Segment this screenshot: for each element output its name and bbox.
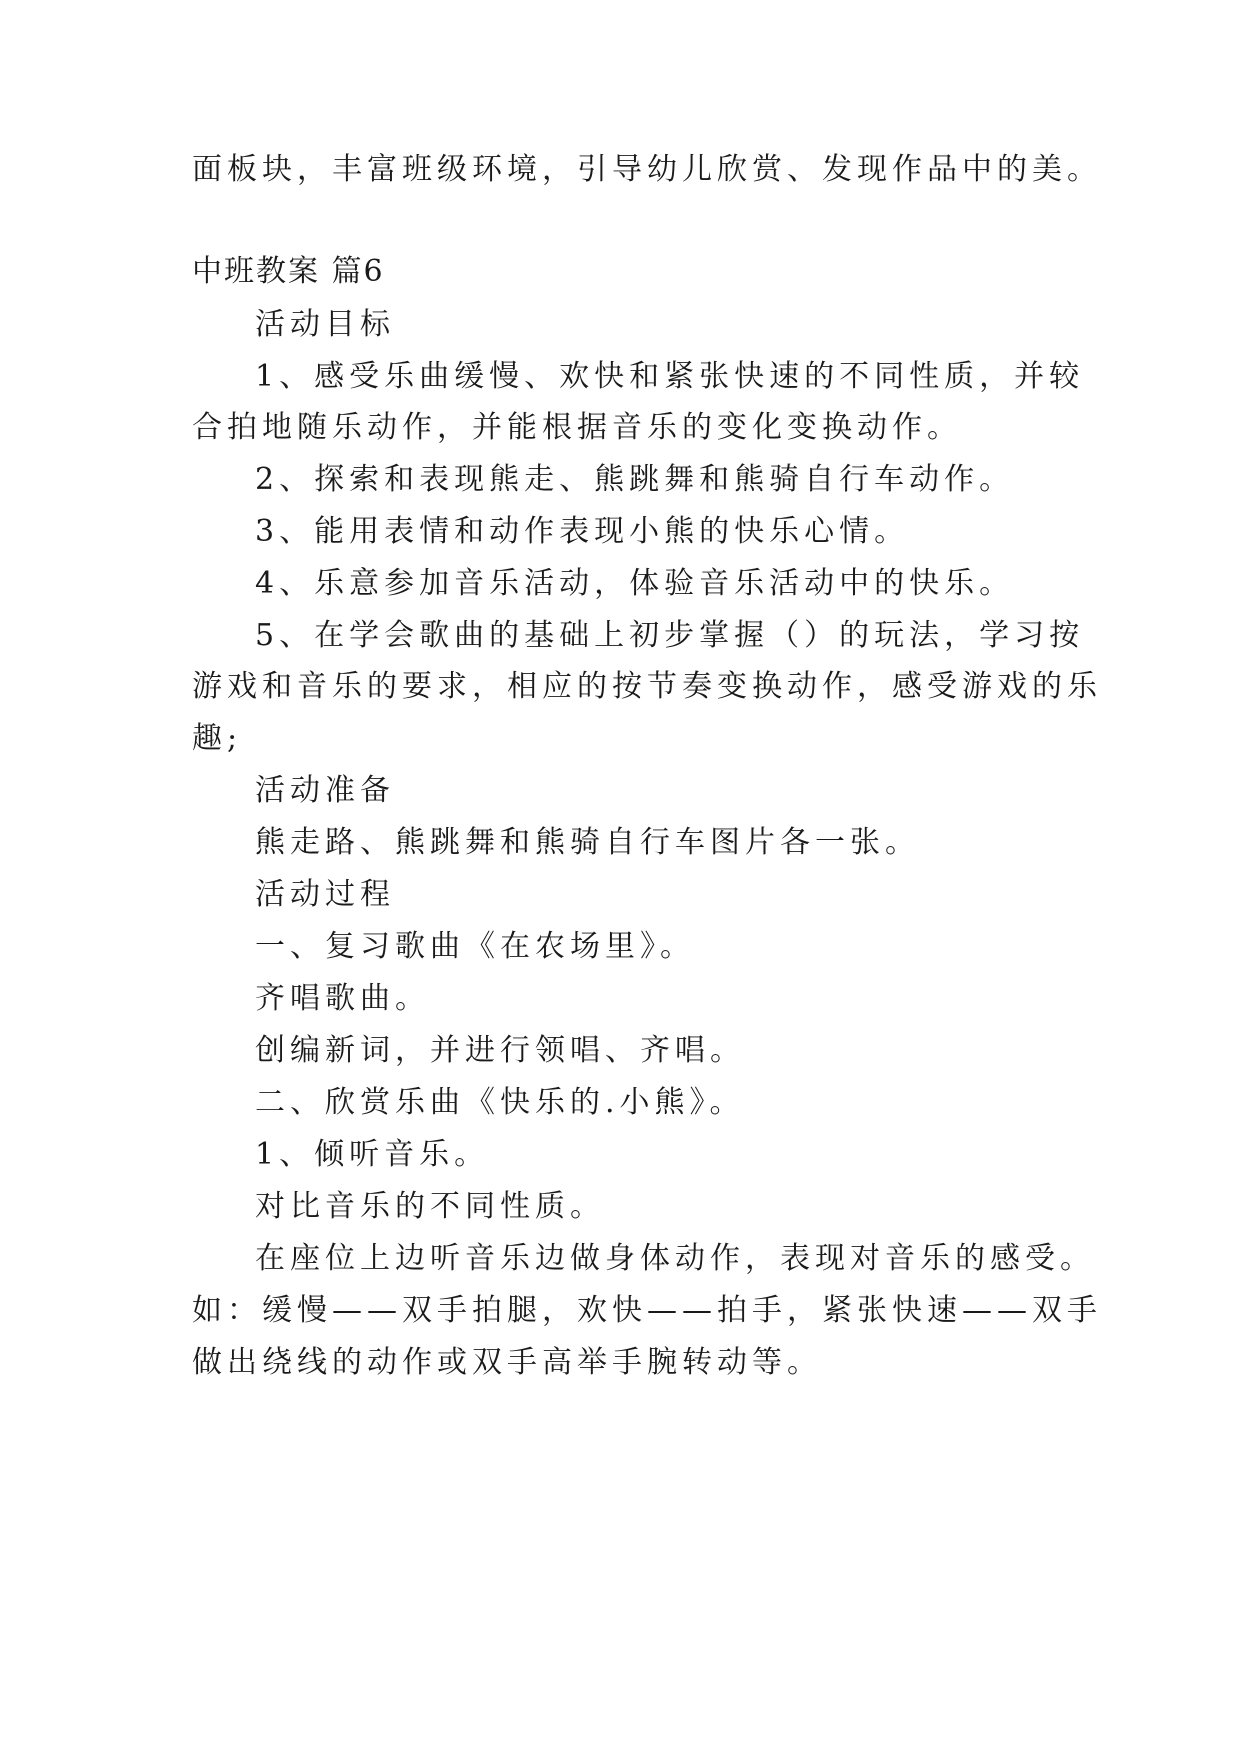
goal-item-5-line-2: 游戏和音乐的要求，相应的按节奏变换动作，感受游戏的乐: [192, 669, 1102, 704]
process-step-2-1-b-line-3: 做出绕线的动作或双手高举手腕转动等。: [192, 1345, 822, 1380]
preparation-text: 熊走路、熊跳舞和熊骑自行车图片各一张。: [255, 825, 920, 860]
process-step-1: 一、复习歌曲《在农场里》。: [255, 929, 695, 964]
process-step-2-1-b-line-1: 在座位上边听音乐边做身体动作，表现对音乐的感受。: [255, 1241, 1095, 1276]
process-step-2: 二、欣赏乐曲《快乐的.小熊》。: [255, 1085, 745, 1120]
goal-item-1-line-1: 1、感受乐曲缓慢、欢快和紧张快速的不同性质，并较: [255, 359, 1085, 394]
process-step-2-1-a: 对比音乐的不同性质。: [255, 1189, 605, 1224]
process-step-2-1-b-line-2: 如：缓慢——双手拍腿，欢快——拍手，紧张快速——双手: [192, 1293, 1102, 1328]
process-step-1-a: 齐唱歌曲。: [255, 981, 430, 1016]
goal-item-2: 2、探索和表现熊走、熊跳舞和熊骑自行车动作。: [255, 462, 1015, 497]
section-title: 中班教案 篇6: [192, 254, 385, 289]
continuation-line: 面板块，丰富班级环境，引导幼儿欣赏、发现作品中的美。: [192, 152, 1102, 187]
goal-item-5-line-3: 趣;: [192, 721, 243, 756]
goal-item-3: 3、能用表情和动作表现小熊的快乐心情。: [255, 514, 910, 549]
process-step-1-b: 创编新词，并进行领唱、齐唱。: [255, 1033, 745, 1068]
goal-item-4: 4、乐意参加音乐活动，体验音乐活动中的快乐。: [255, 566, 1015, 601]
goal-item-5-line-1: 5、在学会歌曲的基础上初步掌握（）的玩法，学习按: [255, 618, 1085, 653]
goal-item-1-line-2: 合拍地随乐动作，并能根据音乐的变化变换动作。: [192, 410, 962, 445]
process-step-2-1: 1、倾听音乐。: [255, 1137, 490, 1172]
process-heading: 活动过程: [255, 877, 395, 912]
goals-heading: 活动目标: [255, 307, 395, 342]
preparation-heading: 活动准备: [255, 773, 395, 808]
